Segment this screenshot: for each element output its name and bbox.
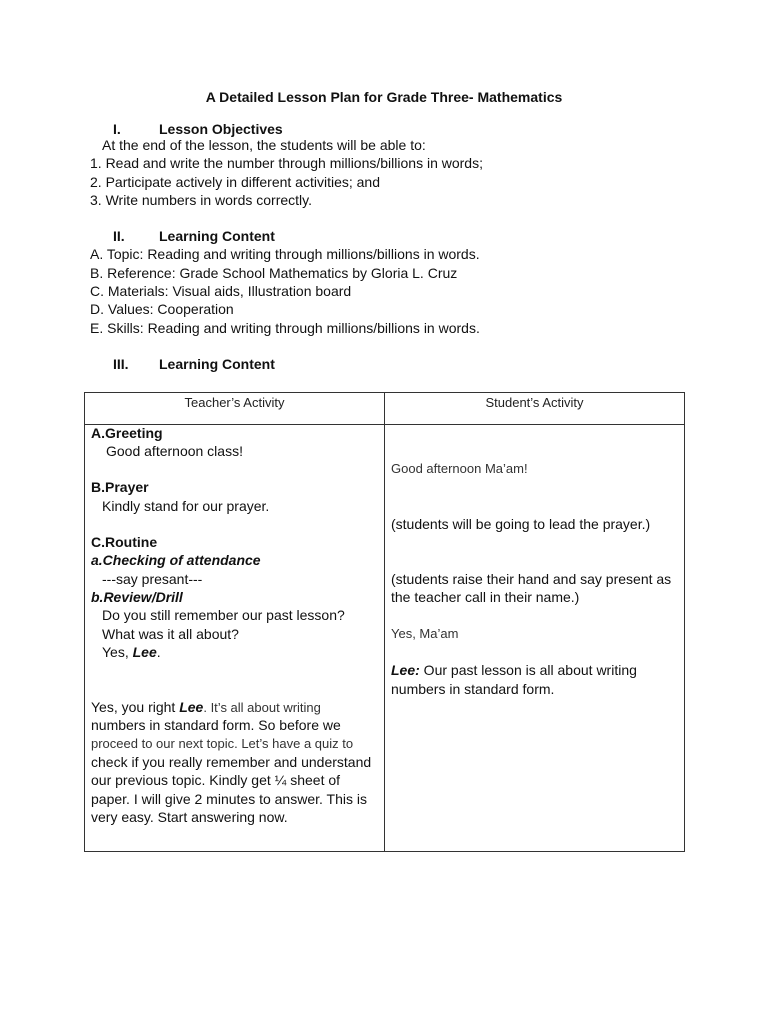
lee-label: Lee: (391, 662, 420, 678)
objective-item-1: 1. Read and write the number through millions/billions in words; (90, 155, 483, 171)
quiz-paragraph-line-4: check if you really remember and understand (91, 754, 372, 770)
greeting-heading: A.Greeting (91, 425, 163, 441)
objectives-intro: At the end of the lesson, the students will be able to: (102, 137, 426, 153)
review-question-1: Do you still remember our past lesson? (102, 607, 345, 623)
review-question-2: What was it all about? (102, 626, 239, 642)
table-column-divider (384, 393, 385, 851)
teacher-activity-header: Teacher’s Activity (184, 395, 285, 410)
content-item-c: C. Materials: Visual aids, Illustration board (90, 283, 352, 299)
section-2-numeral: II. (113, 228, 125, 244)
quiz-paragraph-line-6: paper. I will give 2 minutes to answer. This is (91, 791, 367, 807)
quiz-paragraph-line-5: our previous topic. Kindly get ¼ sheet of (91, 772, 341, 788)
yes-prefix: Yes, (102, 644, 133, 660)
quiz-paragraph-line-2: numbers in standard form. So before we (91, 717, 341, 733)
quiz-prefix: Yes, you right (91, 699, 180, 715)
yes-maam-reply: Yes, Ma’am (391, 626, 459, 641)
objective-item-3: 3. Write numbers in words correctly. (90, 192, 312, 208)
attendance-reply-line-2: the teacher call in their name.) (391, 589, 580, 605)
quiz-paragraph-line-1 (91, 699, 321, 715)
review-heading: b.Review/Drill (91, 589, 183, 605)
content-item-d: D. Values: Cooperation (90, 301, 234, 317)
prayer-reply: (students will be going to lead the prayer.) (391, 516, 651, 532)
routine-heading: C.Routine (91, 534, 158, 550)
quiz-paragraph-line-7: very easy. Start answering now. (91, 809, 288, 825)
lee-answer-rest: Our past lesson is all about writing (419, 662, 637, 678)
section-1-title: Lesson Objectives (159, 121, 283, 137)
greeting-text: Good afternoon class! (106, 443, 243, 459)
document-title: A Detailed Lesson Plan for Grade Three- Mathematics (205, 89, 563, 105)
student-activity-header: Student’s Activity (485, 395, 584, 410)
quiz-line1-rest: . It’s all about writing (203, 700, 321, 715)
quiz-student-name: Lee (179, 699, 204, 715)
quiz-paragraph-line-3: proceed to our next topic. Let’s have a quiz to (91, 736, 354, 751)
activity-table (84, 392, 685, 852)
prayer-text: Kindly stand for our prayer. (102, 498, 270, 514)
section-1-numeral: I. (113, 121, 121, 137)
lee-answer-line-2: numbers in standard form. (391, 681, 555, 697)
attendance-heading: a.Checking of attendance (91, 552, 261, 568)
section-2-title: Learning Content (159, 228, 275, 244)
section-2-heading (113, 228, 275, 244)
content-item-a: A. Topic: Reading and writing through millions/billions in words. (90, 246, 480, 262)
section-3-numeral: III. (113, 356, 129, 372)
content-item-e: E. Skills: Reading and writing through millions/billions in words. (90, 320, 480, 336)
section-1-heading (113, 121, 283, 137)
yes-lee-line (102, 644, 161, 660)
yes-suffix: . (156, 644, 161, 660)
attendance-reply-line-1: (students raise their hand and say present as (391, 571, 672, 587)
objective-item-2: 2. Participate actively in different activities; and (90, 174, 381, 190)
prayer-heading: B.Prayer (91, 479, 149, 495)
attendance-text: ---say presant--- (102, 571, 203, 587)
greeting-reply: Good afternoon Ma’am! (391, 461, 528, 476)
section-3-heading (113, 356, 275, 372)
content-item-b: B. Reference: Grade School Mathematics by Gloria L. Cruz (90, 265, 458, 281)
section-3-title: Learning Content (159, 356, 275, 372)
student-name-lee: Lee (132, 644, 157, 660)
lee-answer-line-1 (391, 662, 637, 678)
